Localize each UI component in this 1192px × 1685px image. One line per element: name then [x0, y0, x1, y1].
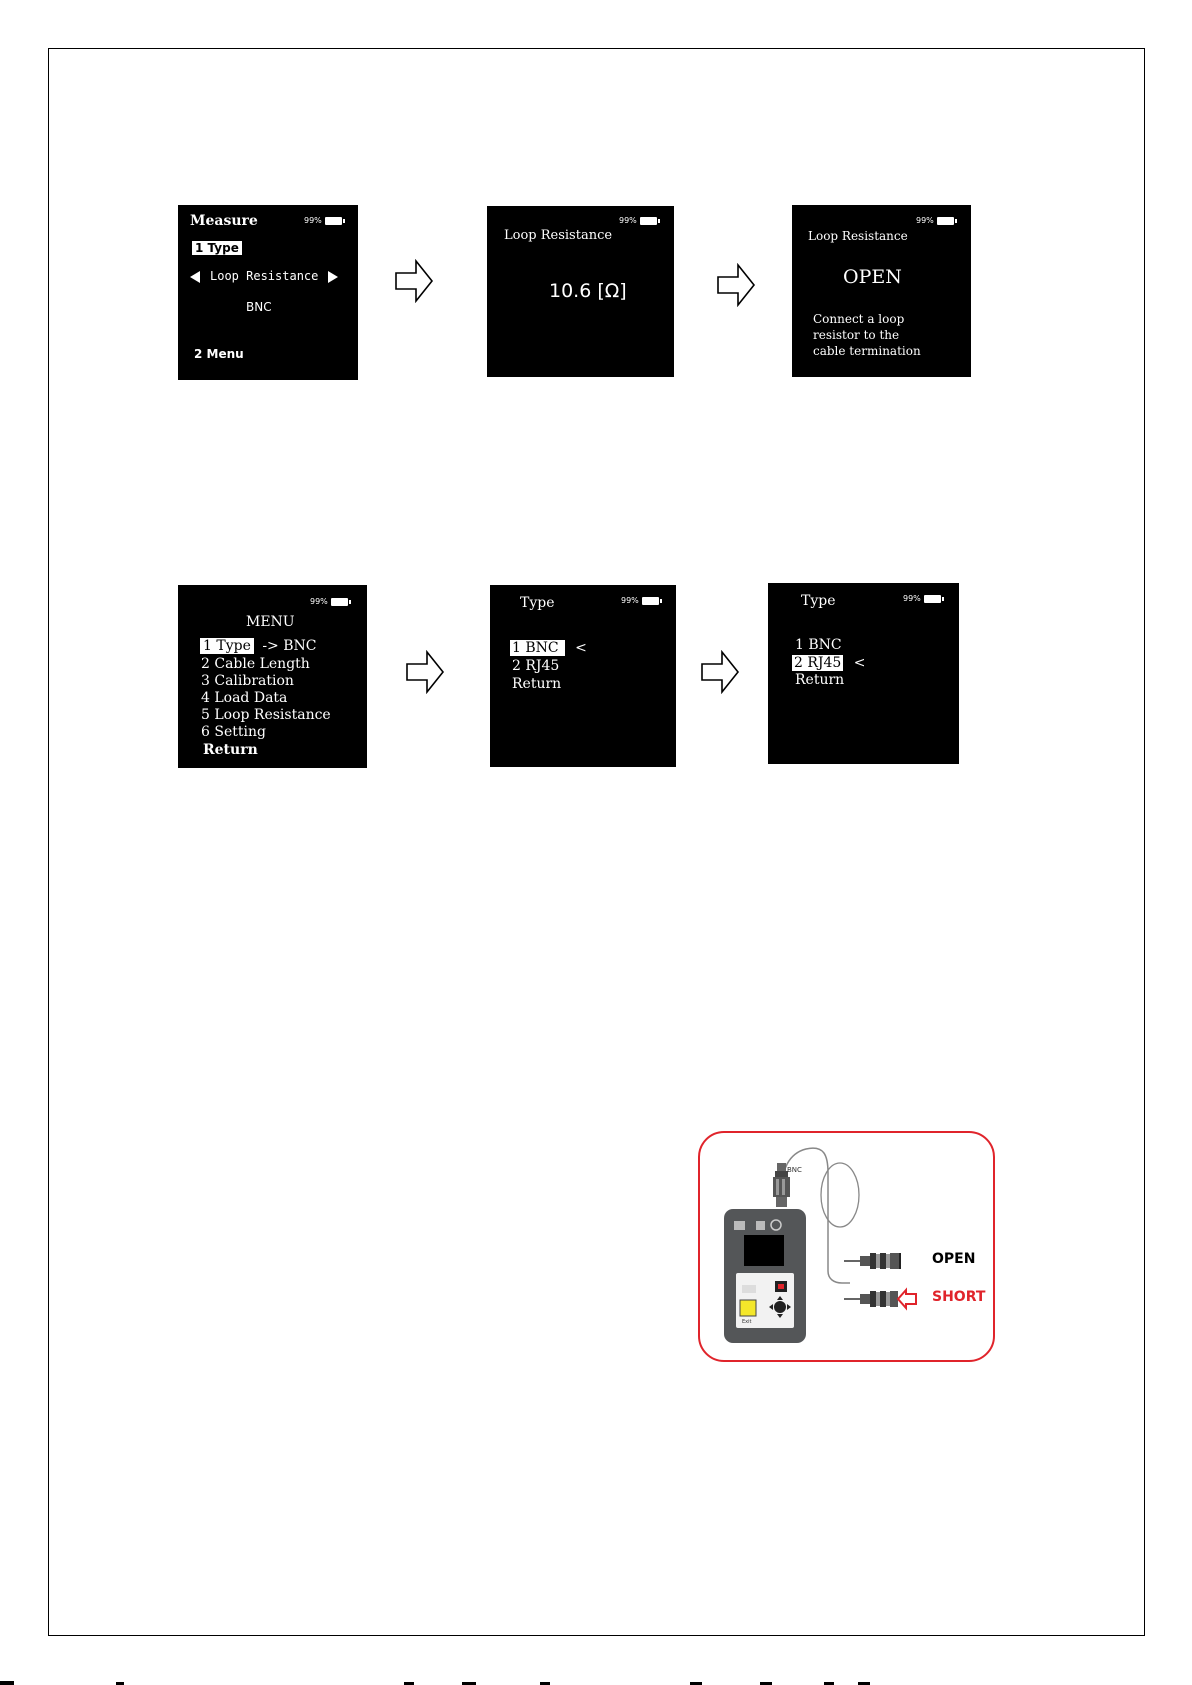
open-status: OPEN [843, 266, 902, 288]
connector-value: BNC [246, 300, 272, 314]
type-option-return[interactable]: Return [512, 676, 562, 692]
battery-percent: 99% [903, 594, 921, 603]
menu-item-menu[interactable]: 2 Menu [194, 347, 244, 361]
mode-value: Loop Resistance [210, 269, 319, 283]
loop-open-screen [792, 205, 971, 377]
termination-figure [698, 1131, 995, 1362]
exit-label: Exit [742, 1319, 752, 1325]
menu-item-load-data[interactable]: 4 Load Data [201, 690, 288, 706]
type-option-rj45[interactable]: 2 RJ45 [794, 655, 842, 671]
loop-resistance-screen [487, 206, 674, 377]
battery-indicator [310, 597, 348, 606]
battery-icon [640, 217, 657, 225]
menu-item-type[interactable]: 1 Type [192, 241, 242, 255]
menu-item-type-row[interactable] [200, 638, 316, 654]
screen-title: Loop Resistance [808, 229, 908, 243]
menu-item-setting[interactable]: 6 Setting [201, 724, 266, 740]
menu-item-type[interactable]: 1 Type [200, 638, 254, 654]
right-arrow-icon [700, 650, 740, 694]
open-label: OPEN [932, 1251, 976, 1267]
resistance-value: 10.6 [Ω] [549, 280, 627, 302]
screen-title: Loop Resistance [504, 228, 613, 243]
menu-item-type-value: -> BNC [262, 638, 317, 654]
menu-item-return[interactable]: Return [203, 742, 258, 758]
menu-screen [178, 585, 367, 768]
bnc-label: BNC [787, 1166, 802, 1174]
type-option-bnc[interactable]: 1 BNC [795, 637, 842, 653]
battery-icon [924, 595, 941, 603]
message-line: resistor to the [813, 328, 900, 342]
right-arrow-icon [405, 650, 445, 694]
right-arrow-icon [394, 259, 434, 303]
battery-indicator [916, 216, 954, 225]
battery-icon [325, 217, 342, 225]
right-arrow-icon[interactable] [328, 271, 338, 283]
menu-item-calibration[interactable]: 3 Calibration [201, 673, 294, 689]
right-arrow-icon [716, 263, 756, 307]
battery-icon [937, 217, 954, 225]
type-option-return[interactable]: Return [795, 672, 845, 688]
type-bnc-screen [490, 585, 676, 767]
message-line: cable termination [813, 344, 921, 358]
screen-title: Type [801, 593, 836, 609]
screen-title: Measure [190, 213, 258, 229]
battery-indicator [619, 216, 657, 225]
selection-cursor-icon: < [853, 655, 866, 671]
type-option-rj45-row[interactable] [792, 655, 866, 671]
screen-title: MENU [246, 614, 295, 630]
menu-item-cable-length[interactable]: 2 Cable Length [201, 656, 310, 672]
battery-percent: 99% [619, 216, 637, 225]
battery-percent: 99% [310, 597, 328, 606]
type-rj45-screen [768, 583, 959, 764]
battery-indicator [304, 216, 342, 225]
battery-icon [331, 598, 348, 606]
cropped-text-edge [0, 1679, 1192, 1685]
message-line: Connect a loop [813, 312, 905, 326]
battery-percent: 99% [621, 596, 639, 605]
type-option-rj45[interactable]: 2 RJ45 [512, 658, 560, 674]
battery-percent: 99% [304, 216, 322, 225]
type-option-bnc-row[interactable] [510, 640, 587, 656]
selection-cursor-icon: < [575, 640, 587, 656]
type-option-bnc[interactable]: 1 BNC [510, 640, 565, 656]
screen-title: Type [520, 595, 555, 611]
short-label: SHORT [932, 1289, 986, 1305]
battery-indicator [903, 594, 941, 603]
left-arrow-icon[interactable] [190, 271, 200, 283]
battery-icon [642, 597, 659, 605]
menu-item-loop-resistance[interactable]: 5 Loop Resistance [201, 707, 331, 723]
battery-indicator [621, 596, 659, 605]
device-illustration [700, 1133, 993, 1360]
battery-percent: 99% [916, 216, 934, 225]
measure-screen [178, 205, 358, 380]
